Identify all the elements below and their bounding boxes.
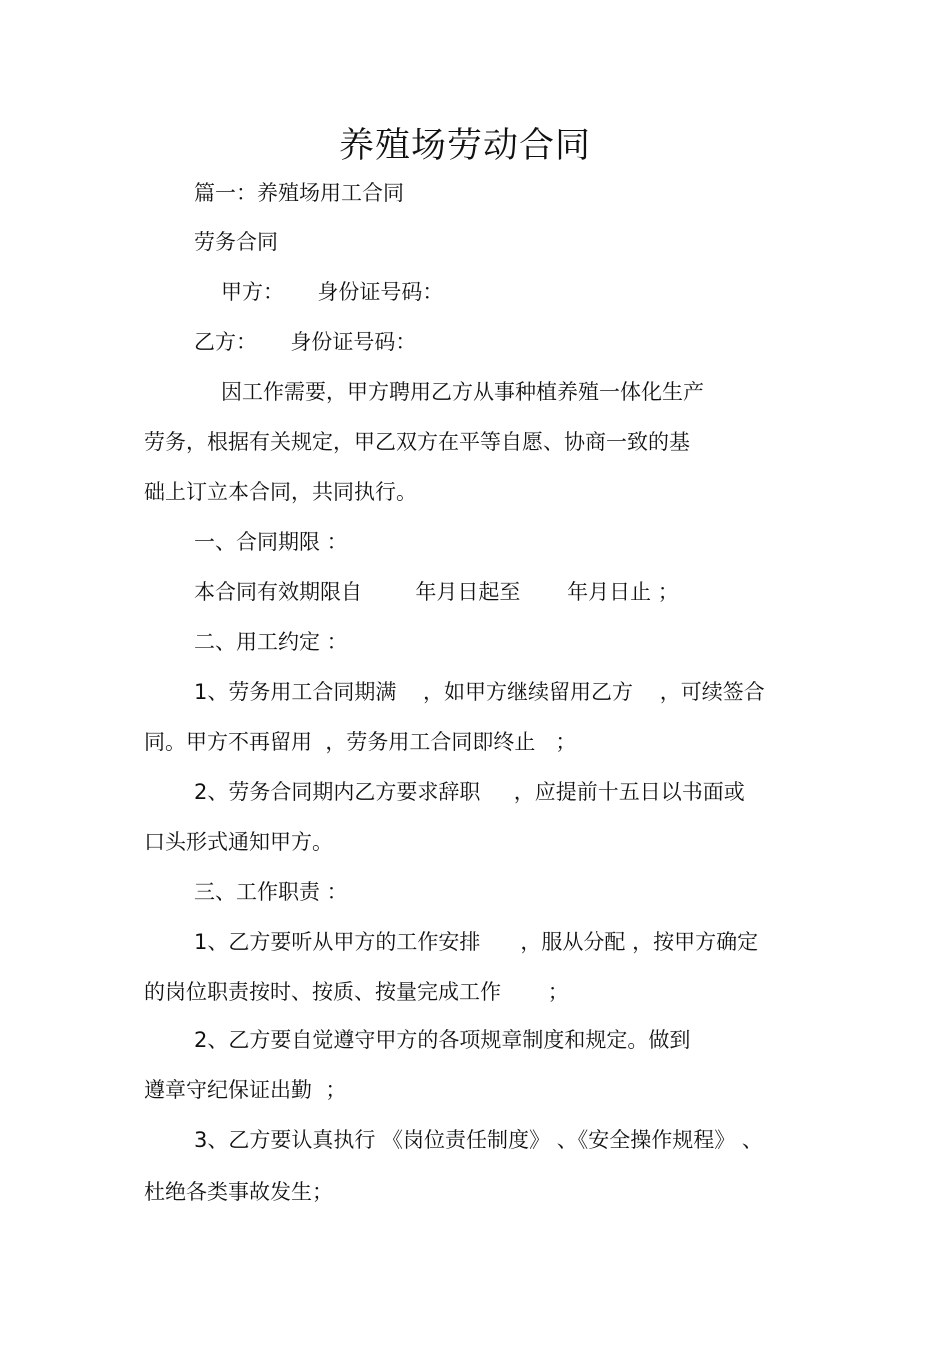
duty-clause-3-line-1: 3、乙方要认真执行 《岗位责任制度》 、《安全操作规程》 、 xyxy=(194,1128,763,1152)
employment-clause-1-line-2: 同。甲方不再留用 ，劳务用工合同即终止 ； xyxy=(144,730,577,754)
term-clause: 本合同有效期限自 年月日起至 年月日止 ； xyxy=(194,580,679,604)
employment-clause-1-line-1: 1、劳务用工合同期满 ，如甲方继续留用乙方 ，可续签合 xyxy=(194,680,765,704)
party-a-line: 甲方： 身份证号码： xyxy=(221,280,444,304)
preamble-line-3: 础上订立本合同，共同执行。 xyxy=(144,480,417,504)
party-b-line: 乙方： 身份证号码： xyxy=(194,330,417,354)
contract-subtitle: 劳务合同 xyxy=(194,230,278,254)
duty-clause-1-line-2: 的岗位职责按时、按质、按量完成工作 ； xyxy=(144,980,569,1004)
duty-clause-3-line-2: 杜绝各类事故发生； xyxy=(144,1180,333,1204)
section-heading-term: 一、合同期限 ： xyxy=(194,530,348,554)
section-heading-employment: 二、用工约定 ： xyxy=(194,630,348,654)
section-heading-part-one: 篇一：养殖场用工合同 xyxy=(194,181,404,205)
duty-clause-1-line-1: 1、乙方要听从甲方的工作安排 ，服从分配 ，按甲方确定 xyxy=(194,930,759,954)
section-heading-duties: 三、工作职责 ： xyxy=(194,880,348,904)
preamble-line-2: 劳务，根据有关规定，甲乙双方在平等自愿、协商一致的基 xyxy=(144,430,690,454)
employment-clause-2-line-2: 口头形式通知甲方。 xyxy=(144,830,333,854)
duty-clause-2-line-1: 2、乙方要自觉遵守甲方的各项规章制度和规定。做到 xyxy=(194,1028,691,1052)
duty-clause-2-line-2: 遵章守纪保证出勤 ； xyxy=(144,1078,347,1102)
employment-clause-2-line-1: 2、劳务合同期内乙方要求辞职 ，应提前十五日以书面或 xyxy=(194,780,745,804)
preamble-line-1: 因工作需要，甲方聘用乙方从事种植养殖一体化生产 xyxy=(221,380,704,404)
document-title: 养殖场劳动合同 xyxy=(338,126,591,166)
